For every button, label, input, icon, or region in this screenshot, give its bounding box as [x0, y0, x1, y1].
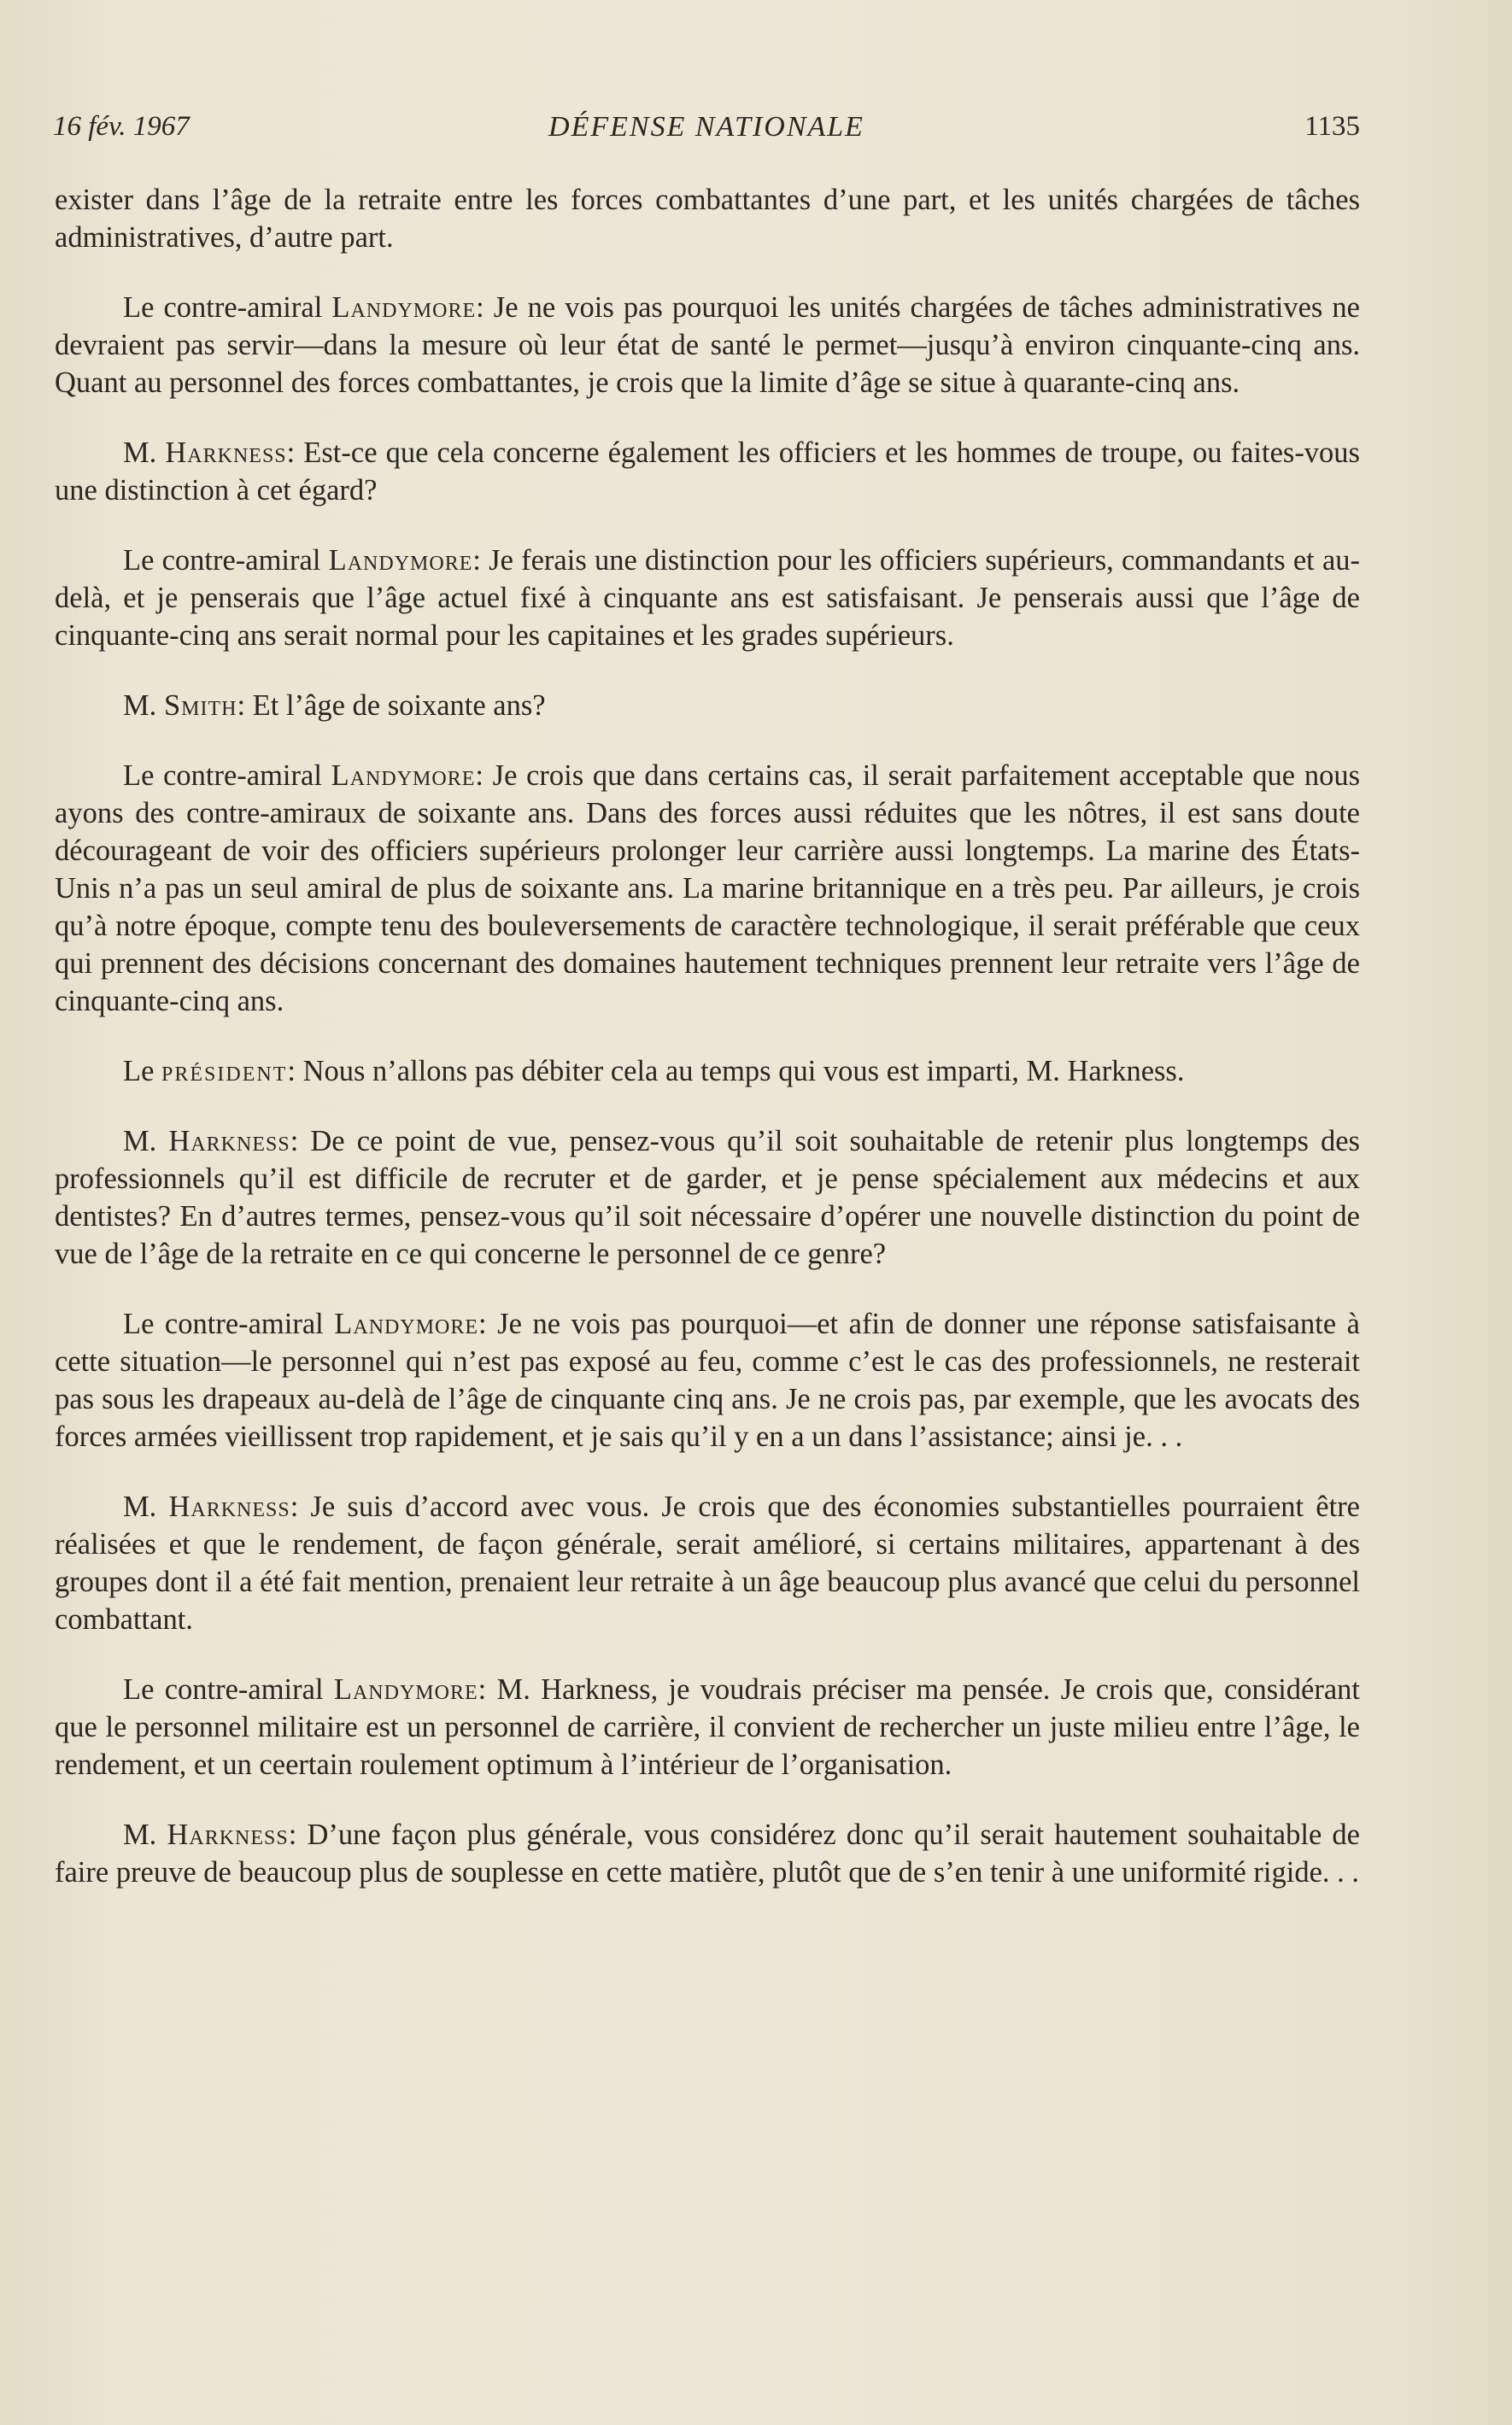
paragraph-text: : Nous n’allons pas débiter cela au temps qui vous est imparti, M. Harkness.: [287, 1055, 1185, 1087]
speaker-prefix: Le contre-amiral: [123, 759, 331, 792]
paragraph-4: [55, 542, 1360, 654]
paragraph-text: : D’une façon plus générale, vous considérez donc qu’il serait hautement souhaitable de faire preuve de beaucoup plus de souplesse en cette matière, plutôt que de s’en tenir à une uniformité rigide. . .: [55, 1819, 1360, 1889]
paragraph-text: : Je suis d’accord avec vous. Je crois que des économies substantielles pourraient être réalisées et que le rendement, de façon générale, serait amélioré, si certains militaires, appartenant à des groupes dont il a été fait mention, prenaient leur retraite à un âge beaucoup plus avancé que celui du personnel combattant.: [55, 1491, 1360, 1636]
speaker-name: Harkness: [167, 1819, 289, 1851]
body-text: [55, 181, 1360, 1924]
speaker-prefix: Le contre-amiral: [123, 291, 332, 324]
paragraph-2: [55, 289, 1360, 401]
speaker-prefix: M.: [123, 436, 166, 469]
paragraph-text: : Je ferais une distinction pour les officiers supérieurs, commandants et au-delà, et je penserais que l’âge actuel fixé à cinquante ans est satisfaisant. Je penserais aussi que l’âge de cinquante-cinq ans serait normal pour les capitaines et les grades supérieurs.: [55, 544, 1360, 652]
paragraph-3: [55, 434, 1360, 509]
speaker-name: Landymore: [328, 544, 473, 577]
paragraph-11: [55, 1671, 1360, 1784]
paragraph-text: : De ce point de vue, pensez-vous qu’il soit souhaitable de retenir plus longtemps des professionnels qu’il est difficile de recruter et de garder, et je pense spécialement aux médecins et aux dentistes? En d’autres termes, pensez-vous qu’il soit nécessaire d’opérer une nouvelle distinction du point de vue de l’âge de la retraite en ce qui concerne le personnel de ce genre?: [55, 1125, 1360, 1270]
speaker-prefix: Le contre-amiral: [123, 1308, 335, 1340]
paragraph-text: : Je ne vois pas pourquoi les unités chargées de tâches administratives ne devraient pas servir—dans la mesure où leur état de santé le permet—jusqu’à environ cinquante-cinq ans. Quant au personnel des forces combattantes, je crois que la limite d’âge se situe à quarante-cinq ans.: [55, 291, 1360, 399]
paragraph-6: [55, 757, 1360, 1020]
header-date: 16 fév. 1967: [53, 111, 190, 142]
speaker-prefix: Le: [123, 1055, 162, 1087]
paragraph-1: [55, 181, 1360, 256]
speaker-name: Landymore: [331, 759, 476, 792]
header-page-number: 1135: [1304, 111, 1360, 142]
paragraph-text: : M. Harkness, je voudrais préciser ma pensée. Je crois que, considérant que le personnel militaire est un personnel de carrière, il convient de rechercher un juste milieu entre l’âge, le rendement, et un ceertain roulement optimum à l’intérieur de l’organisation.: [55, 1673, 1360, 1781]
paragraph-8: [55, 1122, 1360, 1273]
speaker-name: Landymore: [334, 1308, 479, 1340]
speaker-prefix: Le contre-amiral: [123, 544, 329, 577]
page-header: [53, 111, 1360, 154]
paragraph-text: exister dans l’âge de la retraite entre les forces combattantes d’une part, et les unités chargées de tâches administratives, d’autre part.: [55, 184, 1360, 254]
speaker-name: Harkness: [168, 1125, 290, 1157]
paragraph-7: [55, 1052, 1360, 1090]
speaker-prefix: M.: [123, 1125, 169, 1157]
paragraph-text: : Est-ce que cela concerne également les officiers et les hommes de troupe, ou faites-vous une distinction à cet égard?: [55, 436, 1360, 507]
paragraph-text: : Et l’âge de soixante ans?: [237, 689, 546, 722]
speaker-prefix: Le contre-amiral: [123, 1673, 334, 1706]
speaker-name: Smith: [163, 689, 237, 722]
speaker-prefix: M.: [123, 1819, 167, 1851]
paragraph-9: [55, 1305, 1360, 1456]
speaker-name: président: [161, 1055, 288, 1087]
paragraph-12: [55, 1816, 1360, 1891]
paragraph-10: [55, 1488, 1360, 1638]
speaker-name: Harkness: [168, 1491, 290, 1523]
speaker-name: Landymore: [331, 291, 477, 324]
paragraph-text: : Je crois que dans certains cas, il serait parfaitement acceptable que nous ayons des contre-amiraux de soixante ans. Dans des forces aussi réduites que les nôtres, il est sans doute décourageant de voir des officiers supérieurs prolonger leur carrière aussi longtemps. La marine des États-Unis n’a pas un seul amiral de plus de soixante ans. La marine britannique en a très peu. Par ailleurs, je crois qu’à notre époque, compte tenu des bouleversements de caractère technologique, il serait préférable que ceux qui prennent des décisions concernant des domaines hautement techniques prennent leur retraite vers l’âge de cinquante-cinq ans.: [55, 759, 1361, 1017]
speaker-name: Landymore: [333, 1673, 478, 1706]
paragraph-text: : Je ne vois pas pourquoi—et afin de donner une réponse satisfaisante à cette situation—le personnel qui n’est pas exposé au feu, comme c’est le cas des professionnels, ne resterait pas sous les drapeaux au-delà de l’âge de cinquante cinq ans. Je ne crois pas, par exemple, que les avocats des forces armées vieillissent trop rapidement, et je sais qu’il y en a un dans l’assistance; ainsi je. . .: [55, 1308, 1360, 1453]
speaker-prefix: M.: [123, 1491, 169, 1523]
speaker-name: Harkness: [165, 436, 287, 469]
speaker-prefix: M.: [123, 689, 164, 722]
header-title: DÉFENSE NATIONALE: [548, 111, 864, 143]
paragraph-5: [55, 687, 1360, 724]
